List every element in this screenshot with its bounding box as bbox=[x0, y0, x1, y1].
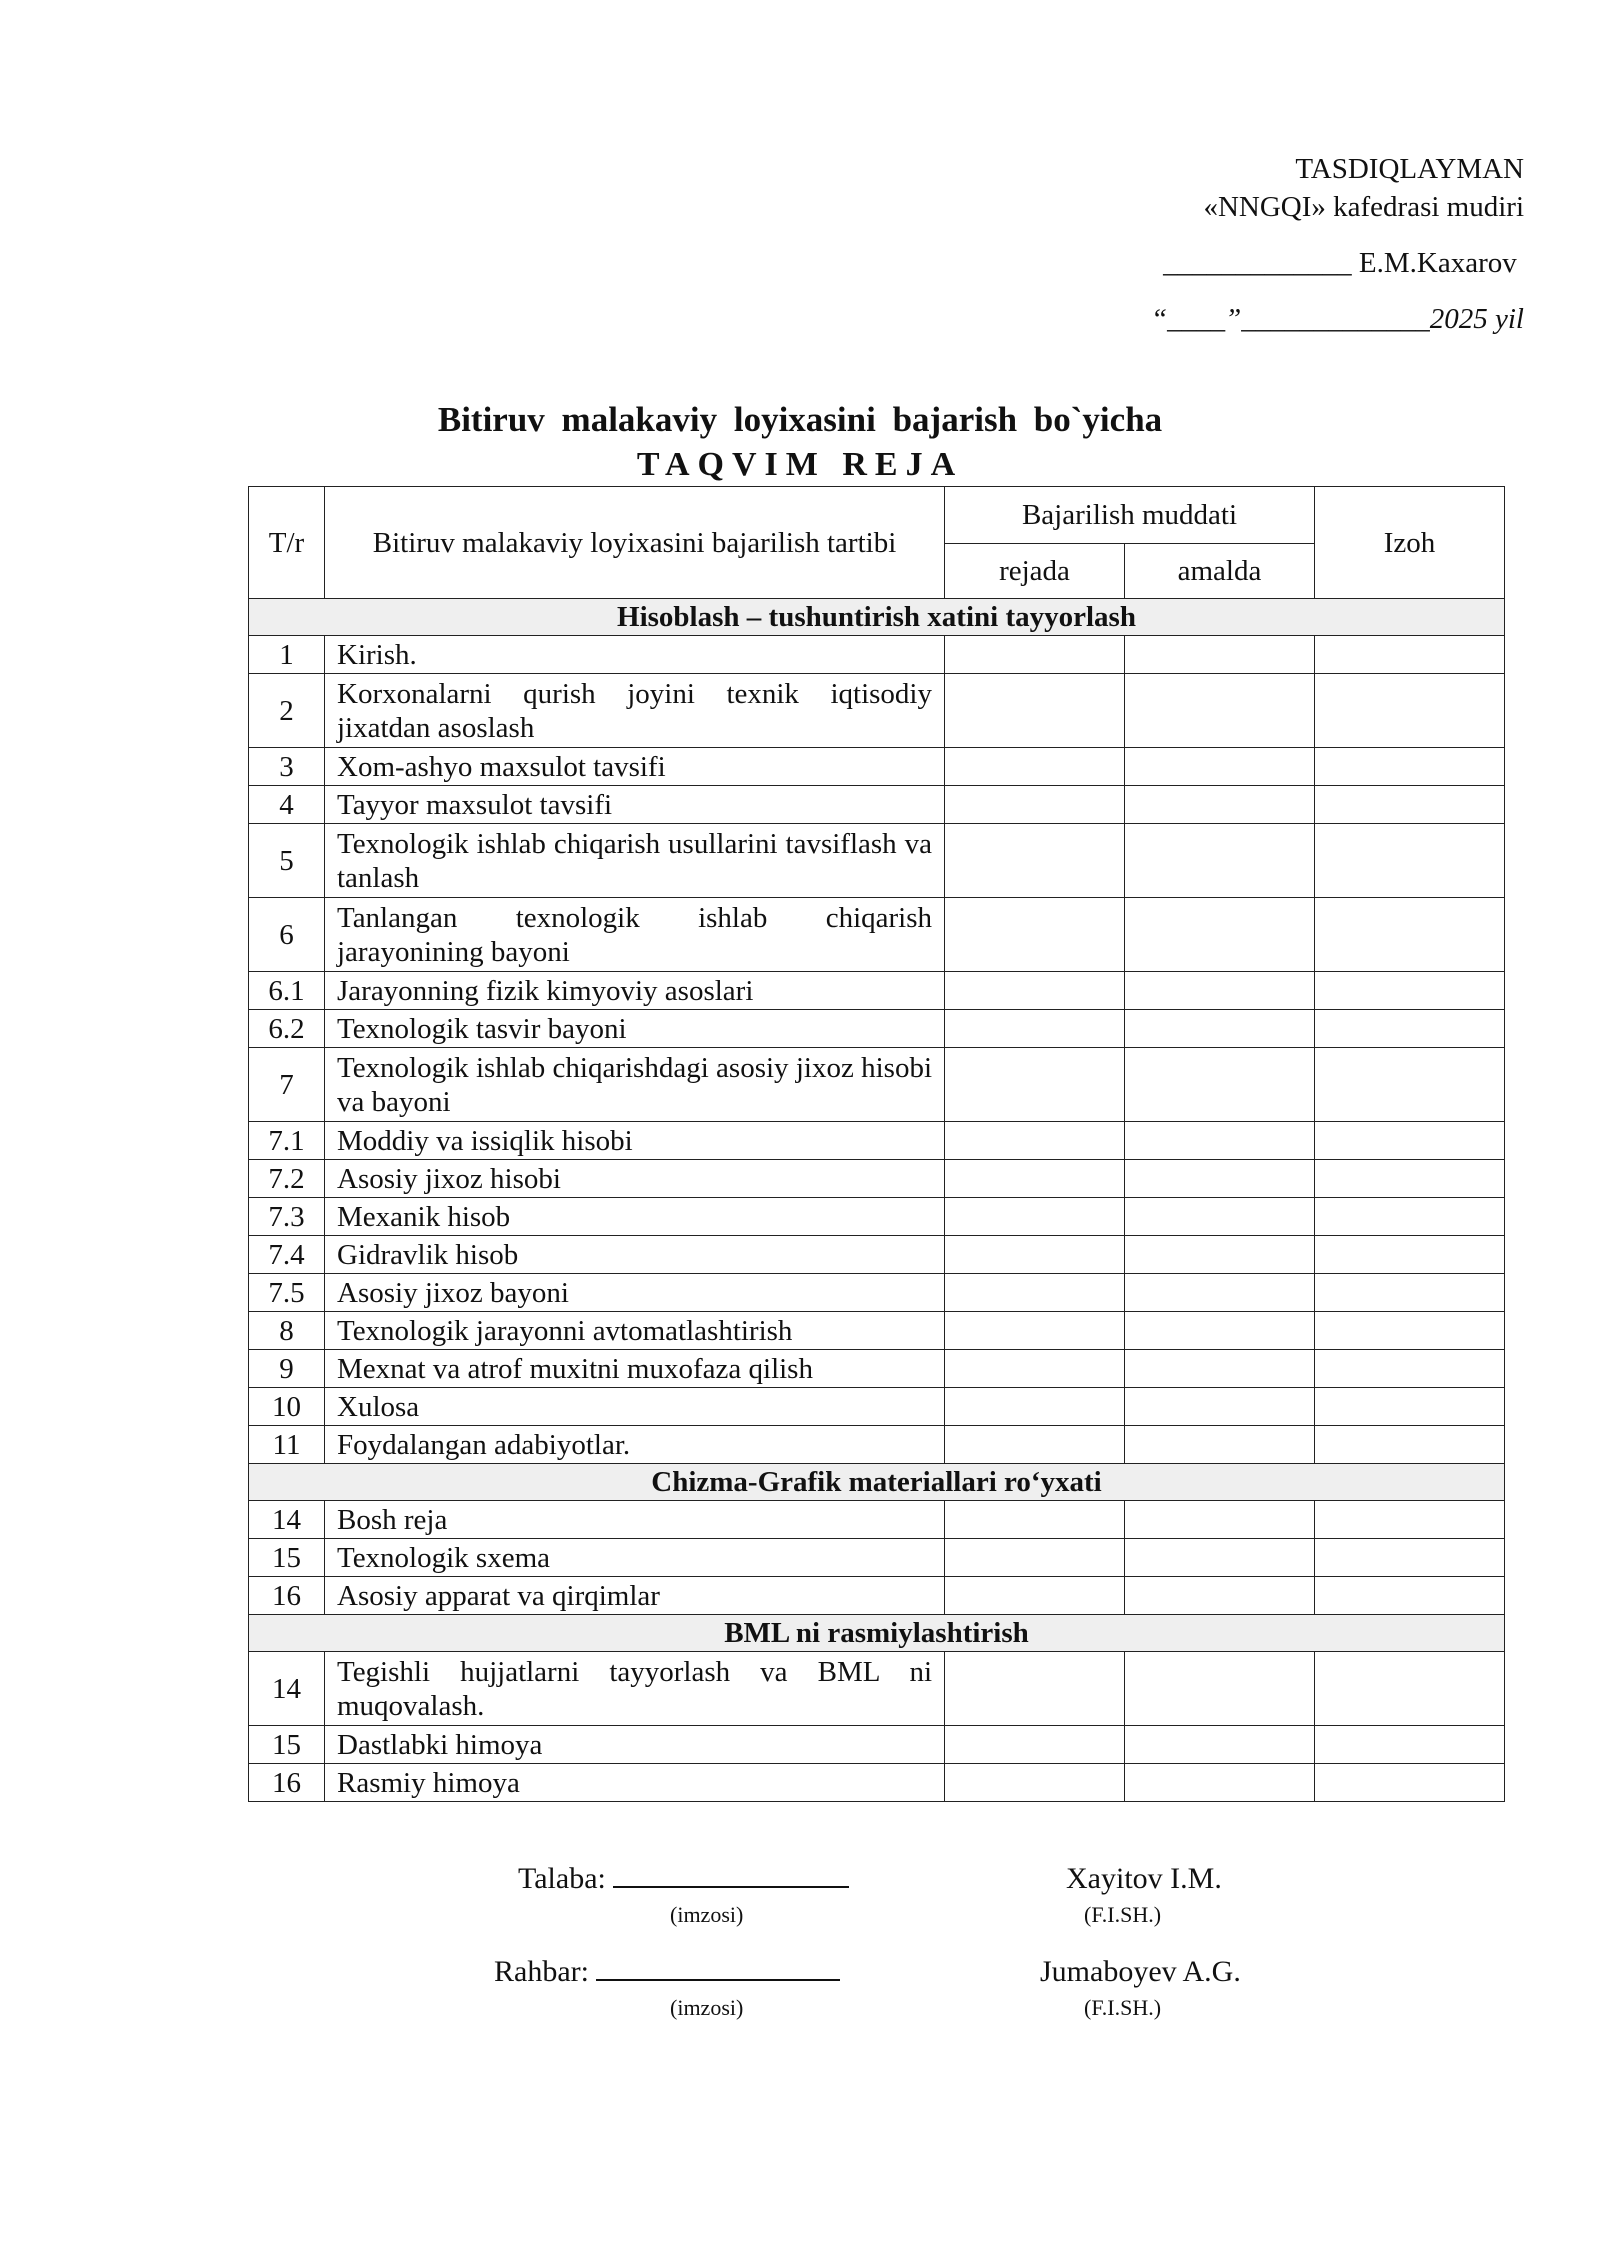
row-note-cell bbox=[1315, 972, 1505, 1010]
table-row bbox=[249, 1350, 1505, 1388]
section-title: BML ni rasmiylashtirish bbox=[249, 1615, 1505, 1652]
row-number: 7.4 bbox=[249, 1236, 325, 1274]
row-number: 11 bbox=[249, 1426, 325, 1464]
row-planned-cell bbox=[945, 1350, 1125, 1388]
row-number: 1 bbox=[249, 636, 325, 674]
row-task: Texnologik tasvir bayoni bbox=[325, 1010, 945, 1048]
signature-blank: _____________ bbox=[1163, 247, 1352, 279]
row-note-cell bbox=[1315, 1539, 1505, 1577]
row-actual-cell bbox=[1125, 1010, 1315, 1048]
row-planned-cell bbox=[945, 1726, 1125, 1764]
row-planned-cell bbox=[945, 1426, 1125, 1464]
row-note-cell bbox=[1315, 1388, 1505, 1426]
row-number: 10 bbox=[249, 1388, 325, 1426]
row-task: Rasmiy himoya bbox=[325, 1764, 945, 1802]
row-number: 7.2 bbox=[249, 1160, 325, 1198]
table-row bbox=[249, 1652, 1505, 1726]
section-title: Hisoblash – tushuntirish xatini tayyorlash bbox=[249, 599, 1505, 636]
row-note-cell bbox=[1315, 1426, 1505, 1464]
row-actual-cell bbox=[1125, 1426, 1315, 1464]
row-actual-cell bbox=[1125, 1726, 1315, 1764]
approval-date bbox=[1151, 300, 1524, 338]
table-row bbox=[249, 786, 1505, 824]
row-task: Xom-ashyo maxsulot tavsifi bbox=[325, 748, 945, 786]
header-planned: rejada bbox=[945, 544, 1125, 599]
row-planned-cell bbox=[945, 1577, 1125, 1615]
approval-position: «NNGQI» kafedrasi mudiri bbox=[1203, 191, 1524, 223]
row-note-cell bbox=[1315, 1577, 1505, 1615]
row-task: Korxonalarni qurish joyini texnik iqtisodiy jixatdan asoslash bbox=[325, 674, 945, 748]
table-row bbox=[249, 1388, 1505, 1426]
row-number: 15 bbox=[249, 1539, 325, 1577]
row-note-cell bbox=[1315, 898, 1505, 972]
row-actual-cell bbox=[1125, 1539, 1315, 1577]
table-row bbox=[249, 674, 1505, 748]
header-note: Izoh bbox=[1315, 487, 1505, 599]
row-task: Kirish. bbox=[325, 636, 945, 674]
row-task: Mexnat va atrof muxitni muxofaza qilish bbox=[325, 1350, 945, 1388]
row-task: Foydalangan adabiyotlar. bbox=[325, 1426, 945, 1464]
row-note-cell bbox=[1315, 636, 1505, 674]
row-actual-cell bbox=[1125, 972, 1315, 1010]
table-row bbox=[249, 824, 1505, 898]
row-note-cell bbox=[1315, 1652, 1505, 1726]
row-planned-cell bbox=[945, 748, 1125, 786]
row-actual-cell bbox=[1125, 1236, 1315, 1274]
head-name: E.M.Kaxarov bbox=[1358, 247, 1517, 279]
row-number: 8 bbox=[249, 1312, 325, 1350]
row-actual-cell bbox=[1125, 1048, 1315, 1122]
row-task: Moddiy va issiqlik hisobi bbox=[325, 1122, 945, 1160]
row-planned-cell bbox=[945, 1274, 1125, 1312]
row-planned-cell bbox=[945, 1010, 1125, 1048]
row-note-cell bbox=[1315, 1274, 1505, 1312]
row-planned-cell bbox=[945, 1312, 1125, 1350]
row-number: 6 bbox=[249, 898, 325, 972]
row-number: 15 bbox=[249, 1726, 325, 1764]
supervisor-sign-caption: (imzosi) bbox=[670, 1995, 744, 2020]
row-number: 7 bbox=[249, 1048, 325, 1122]
row-number: 16 bbox=[249, 1577, 325, 1615]
table-row bbox=[249, 748, 1505, 786]
row-note-cell bbox=[1315, 1501, 1505, 1539]
date-month-blank: _____________ bbox=[1241, 303, 1430, 335]
row-number: 9 bbox=[249, 1350, 325, 1388]
section-row bbox=[249, 599, 1505, 636]
row-planned-cell bbox=[945, 1160, 1125, 1198]
table-row bbox=[249, 636, 1505, 674]
row-planned-cell bbox=[945, 1048, 1125, 1122]
row-note-cell bbox=[1315, 1122, 1505, 1160]
table-row bbox=[249, 1274, 1505, 1312]
row-actual-cell bbox=[1125, 1198, 1315, 1236]
row-planned-cell bbox=[945, 1652, 1125, 1726]
row-task: Dastlabki himoya bbox=[325, 1726, 945, 1764]
row-task: Bosh reja bbox=[325, 1501, 945, 1539]
row-note-cell bbox=[1315, 1236, 1505, 1274]
row-planned-cell bbox=[945, 636, 1125, 674]
row-planned-cell bbox=[945, 1764, 1125, 1802]
student-sign-caption: (imzosi) bbox=[670, 1902, 744, 1927]
row-note-cell bbox=[1315, 1312, 1505, 1350]
row-number: 7.1 bbox=[249, 1122, 325, 1160]
row-task: Tanlangan texnologik ishlab chiqarish jarayonining bayoni bbox=[325, 898, 945, 972]
row-note-cell bbox=[1315, 748, 1505, 786]
table-row bbox=[249, 1236, 1505, 1274]
row-planned-cell bbox=[945, 972, 1125, 1010]
table-row bbox=[249, 1501, 1505, 1539]
header-num: T/r bbox=[249, 487, 325, 599]
row-number: 7.3 bbox=[249, 1198, 325, 1236]
row-task: Asosiy apparat va qirqimlar bbox=[325, 1577, 945, 1615]
table-row bbox=[249, 1726, 1505, 1764]
row-task: Xulosa bbox=[325, 1388, 945, 1426]
row-actual-cell bbox=[1125, 674, 1315, 748]
supervisor-name: Jumaboyev A.G. bbox=[1040, 1955, 1241, 1988]
row-planned-cell bbox=[945, 898, 1125, 972]
row-note-cell bbox=[1315, 1198, 1505, 1236]
table-row bbox=[249, 898, 1505, 972]
approval-title: TASDIQLAYMAN bbox=[1295, 153, 1524, 185]
student-label: Talaba: bbox=[518, 1862, 606, 1895]
table-row bbox=[249, 1539, 1505, 1577]
row-actual-cell bbox=[1125, 1312, 1315, 1350]
schedule-body bbox=[249, 599, 1505, 1802]
row-task: Tayyor maxsulot tavsifi bbox=[325, 786, 945, 824]
date-day: “____” bbox=[1150, 303, 1242, 335]
row-task: Tegishli hujjatlarni tayyorlash va BML ni muqovalash. bbox=[325, 1652, 945, 1726]
table-row bbox=[249, 1122, 1505, 1160]
row-actual-cell bbox=[1125, 786, 1315, 824]
row-number: 6.1 bbox=[249, 972, 325, 1010]
table-row bbox=[249, 972, 1505, 1010]
row-task: Texnologik ishlab chiqarish usullarini tavsiflash va tanlash bbox=[325, 824, 945, 898]
row-note-cell bbox=[1315, 1764, 1505, 1802]
row-note-cell bbox=[1315, 824, 1505, 898]
row-actual-cell bbox=[1125, 636, 1315, 674]
row-task: Texnologik jarayonni avtomatlashtirish bbox=[325, 1312, 945, 1350]
approval-block bbox=[1151, 150, 1524, 338]
section-row bbox=[249, 1615, 1505, 1652]
row-note-cell bbox=[1315, 1350, 1505, 1388]
row-actual-cell bbox=[1125, 1388, 1315, 1426]
row-task: Jarayonning fizik kimyoviy asoslari bbox=[325, 972, 945, 1010]
student-sign-line bbox=[518, 1862, 849, 1896]
row-task: Mexanik hisob bbox=[325, 1198, 945, 1236]
document-subtitle: TAQVIM REJA bbox=[636, 446, 964, 483]
approval-signature-line bbox=[1151, 244, 1524, 282]
table-row bbox=[249, 1426, 1505, 1464]
row-number: 16 bbox=[249, 1764, 325, 1802]
section-title: Chizma-Grafik materiallari ro‘yxati bbox=[249, 1464, 1505, 1501]
header-deadline: Bajarilish muddati bbox=[945, 487, 1315, 544]
row-number: 14 bbox=[249, 1501, 325, 1539]
row-number: 6.2 bbox=[249, 1010, 325, 1048]
supervisor-signature-blank bbox=[596, 1959, 840, 1981]
row-note-cell bbox=[1315, 786, 1505, 824]
row-planned-cell bbox=[945, 1501, 1125, 1539]
row-number: 2 bbox=[249, 674, 325, 748]
row-actual-cell bbox=[1125, 898, 1315, 972]
row-actual-cell bbox=[1125, 1350, 1315, 1388]
row-actual-cell bbox=[1125, 1577, 1315, 1615]
row-task: Gidravlik hisob bbox=[325, 1236, 945, 1274]
date-year: 2025 yil bbox=[1429, 303, 1524, 335]
row-actual-cell bbox=[1125, 1274, 1315, 1312]
section-row bbox=[249, 1464, 1505, 1501]
row-actual-cell bbox=[1125, 824, 1315, 898]
row-planned-cell bbox=[945, 1539, 1125, 1577]
document-title: Bitiruv malakaviy loyixasini bajarish bo`yicha bbox=[437, 400, 1163, 439]
row-actual-cell bbox=[1125, 1122, 1315, 1160]
header-actual: amalda bbox=[1125, 544, 1315, 599]
table-row bbox=[249, 1160, 1505, 1198]
row-note-cell bbox=[1315, 1048, 1505, 1122]
table-row bbox=[249, 1577, 1505, 1615]
row-number: 14 bbox=[249, 1652, 325, 1726]
student-name-caption: (F.I.SH.) bbox=[1084, 1902, 1162, 1927]
row-planned-cell bbox=[945, 1388, 1125, 1426]
row-actual-cell bbox=[1125, 1501, 1315, 1539]
schedule-table bbox=[248, 486, 1505, 1802]
row-planned-cell bbox=[945, 1122, 1125, 1160]
row-note-cell bbox=[1315, 1010, 1505, 1048]
row-actual-cell bbox=[1125, 1160, 1315, 1198]
supervisor-name-caption: (F.I.SH.) bbox=[1084, 1995, 1162, 2020]
row-actual-cell bbox=[1125, 748, 1315, 786]
table-row bbox=[249, 1312, 1505, 1350]
row-number: 7.5 bbox=[249, 1274, 325, 1312]
row-note-cell bbox=[1315, 674, 1505, 748]
row-planned-cell bbox=[945, 786, 1125, 824]
row-task: Asosiy jixoz bayoni bbox=[325, 1274, 945, 1312]
row-note-cell bbox=[1315, 1160, 1505, 1198]
table-row bbox=[249, 1764, 1505, 1802]
table-row bbox=[249, 1010, 1505, 1048]
row-planned-cell bbox=[945, 674, 1125, 748]
supervisor-sign-line bbox=[494, 1955, 840, 1989]
supervisor-label: Rahbar: bbox=[494, 1955, 589, 1988]
table-row bbox=[249, 1048, 1505, 1122]
row-number: 5 bbox=[249, 824, 325, 898]
student-signature-blank bbox=[613, 1866, 849, 1888]
row-note-cell bbox=[1315, 1726, 1505, 1764]
row-planned-cell bbox=[945, 1236, 1125, 1274]
table-row bbox=[249, 1198, 1505, 1236]
row-task: Asosiy jixoz hisobi bbox=[325, 1160, 945, 1198]
row-task: Texnologik ishlab chiqarishdagi asosiy jixoz hisobi va bayoni bbox=[325, 1048, 945, 1122]
row-task: Texnologik sxema bbox=[325, 1539, 945, 1577]
row-number: 4 bbox=[249, 786, 325, 824]
row-planned-cell bbox=[945, 1198, 1125, 1236]
row-number: 3 bbox=[249, 748, 325, 786]
row-actual-cell bbox=[1125, 1764, 1315, 1802]
row-planned-cell bbox=[945, 824, 1125, 898]
header-task: Bitiruv malakaviy loyixasini bajarilish tartibi bbox=[325, 487, 945, 599]
student-name: Xayitov I.M. bbox=[1066, 1862, 1222, 1895]
row-actual-cell bbox=[1125, 1652, 1315, 1726]
